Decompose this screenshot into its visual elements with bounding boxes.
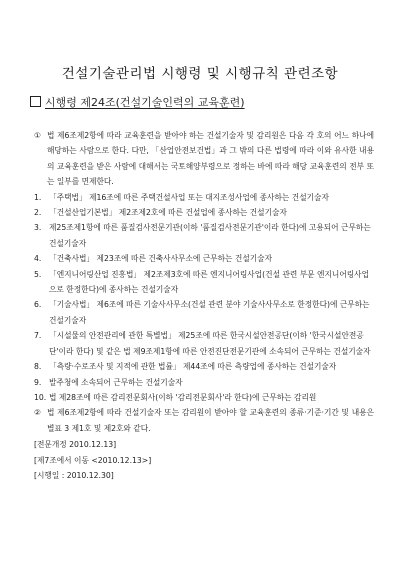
item-text: 「시설물의 안전관리에 관한 특별법」 제25조에 따른 한국시설안전공단(이하 '한국시설안전공단'이라 한다) 및 같은 법 제9조제1항에 따른 안전진단전문기관에 소속되어 근무하는 건설기술자 [49,331,371,356]
paragraph-1 [34,128,374,190]
list-item [34,220,374,251]
item-text: 「측량·수로조사 및 지적에 관한 법률」 제44조에 따른 측량업에 종사하는 건설기술자 [49,362,337,372]
item-number: 5. [34,269,42,279]
amendment-history [34,437,374,483]
item-text: 「엔지니어링산업 진흥법」 제2조제3호에 따른 엔지니어링사업(건설 관련 부문 엔지니어링사업으로 한정한다)에 종사하는 건설기술자 [49,269,370,295]
paragraph-2-text: 법 제6조제2항에 따라 건설기술자 또는 감리원이 받아야 할 교육훈련의 종류·기준·기간 및 내용은 별표 3 제1호 및 제2호와 같다. [47,408,374,433]
item-text: 발주청에 소속되어 근무하는 건설기술자 [49,377,183,387]
list-item [34,328,374,359]
item-text: 「건축사법」 제23조에 따른 건축사사무소에 근무하는 건설기술자 [49,254,273,264]
list-item [34,205,374,220]
item-list [34,190,374,406]
item-text: 「주택법」 제16조에 따른 주택건설사업 또는 대지조성사업에 종사하는 건설기술자 [49,192,329,202]
item-number: 1. [34,192,42,202]
item-text: 「기술사법」 제6조에 따른 기술사사무소(건설 관련 분야 기술사사무소로 한정한다)에 근무하는 건설기술자 [49,300,370,325]
item-number: 6. [34,300,42,310]
item-number: 10. [34,392,47,402]
section-heading [30,94,245,110]
article-body [34,128,374,483]
list-item [34,297,374,328]
item-text: 제25조제1항에 따른 품질검사전문기관(이하 '품질검사전문기관'이라 한다)에 고용되어 근무하는 건설기술자 [49,223,371,248]
list-item [34,251,374,266]
item-number: 7. [34,331,42,341]
item-number: 8. [34,362,42,372]
section-heading-text: 시행령 제24조(건설기술인력의 교육훈련) [45,96,245,109]
item-text: 「건설산업기본법」 제2조제2호에 따른 건설업에 종사하는 건설기술자 [49,208,287,218]
paragraph-2 [34,405,374,436]
list-item [34,359,374,374]
item-number: 2. [34,208,42,218]
paragraph-1-text: 법 제6조제2항에 따라 교육훈련을 받아야 하는 건설기술자 및 감리원은 다음 각 호의 어느 하나에 해당하는 사람으로 한다. 다만, 「산업안전보건법」과 그 밖의 다른 법령에 따라 이와 유사한 내용의 교육훈련을 받은 사람에 대해서는 국토해양부령으로 정하는 바에 따라 해당 교육훈련의 전부 또는 일부를 면제한다. [47,131,374,187]
item-text: 법 제28조에 따른 감리전문회사(이하 '감리전문회사'라 한다)에 근무하는 감리원 [49,392,317,402]
list-item [34,190,374,205]
paragraph-1-marker: ① [34,131,41,140]
item-number: 9. [34,377,42,387]
history-line: [시행일 : 2010.12.30] [34,470,114,480]
paragraph-2-marker: ② [34,408,41,418]
list-item [34,390,374,405]
history-line: [제7조에서 이동 <2010.12.13>] [34,455,152,465]
checkbox-square-icon [30,96,41,107]
list-item [34,267,374,298]
item-number: 4. [34,254,42,264]
list-item [34,375,374,390]
item-number: 3. [34,223,42,233]
history-line: [전문개정 2010.12.13] [34,440,117,450]
document-title: 건설기술관리법 시행령 및 시행규칙 관련조항 [61,66,339,82]
